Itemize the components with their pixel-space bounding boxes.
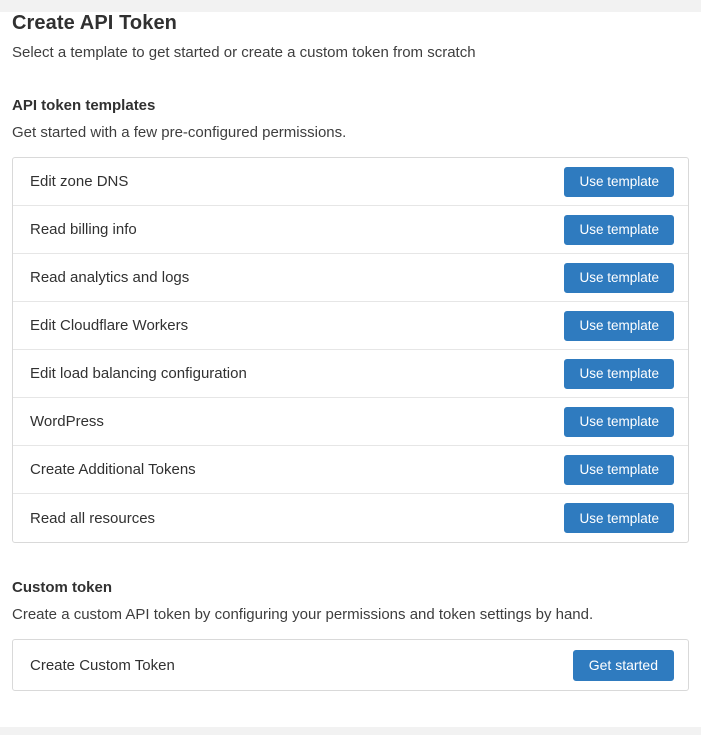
page-title: Create API Token <box>12 12 177 34</box>
use-template-button[interactable]: Use template <box>564 503 674 533</box>
template-name: Read analytics and logs <box>30 269 190 286</box>
table-row <box>13 640 688 690</box>
use-template-button[interactable]: Use template <box>564 263 674 293</box>
create-api-token-page <box>0 12 701 735</box>
custom-token-card <box>12 639 689 691</box>
custom-token-label: Create Custom Token <box>30 656 175 674</box>
table-row <box>13 446 688 494</box>
template-name: Create Additional Tokens <box>30 461 196 478</box>
table-row <box>13 158 688 206</box>
get-started-button[interactable]: Get started <box>573 650 674 681</box>
table-row <box>13 254 688 302</box>
custom-token-section-title: Custom token <box>12 579 113 596</box>
template-name: WordPress <box>30 413 104 430</box>
use-template-button[interactable]: Use template <box>564 311 674 341</box>
use-template-button[interactable]: Use template <box>564 167 674 197</box>
templates-list <box>12 157 689 543</box>
page-subtitle: Select a template to get started or create a custom token from scratch <box>12 44 476 61</box>
use-template-button[interactable]: Use template <box>564 359 674 389</box>
template-name: Read billing info <box>30 221 137 238</box>
table-row <box>13 350 688 398</box>
table-row <box>13 206 688 254</box>
template-name: Read all resources <box>30 509 156 527</box>
use-template-button[interactable]: Use template <box>564 215 674 245</box>
templates-section-description: Get started with a few pre-configured permissions. <box>12 124 347 141</box>
bottom-spacer <box>0 727 701 735</box>
template-name: Edit Cloudflare Workers <box>30 317 189 334</box>
templates-section-title: API token templates <box>12 97 156 114</box>
use-template-button[interactable]: Use template <box>564 407 674 437</box>
use-template-button[interactable]: Use template <box>564 455 674 485</box>
table-row <box>13 302 688 350</box>
table-row <box>13 494 688 542</box>
custom-token-section-description: Create a custom API token by configuring your permissions and token settings by hand. <box>12 606 594 623</box>
table-row <box>13 398 688 446</box>
template-name: Edit load balancing configuration <box>30 365 247 382</box>
template-name: Edit zone DNS <box>30 173 129 190</box>
